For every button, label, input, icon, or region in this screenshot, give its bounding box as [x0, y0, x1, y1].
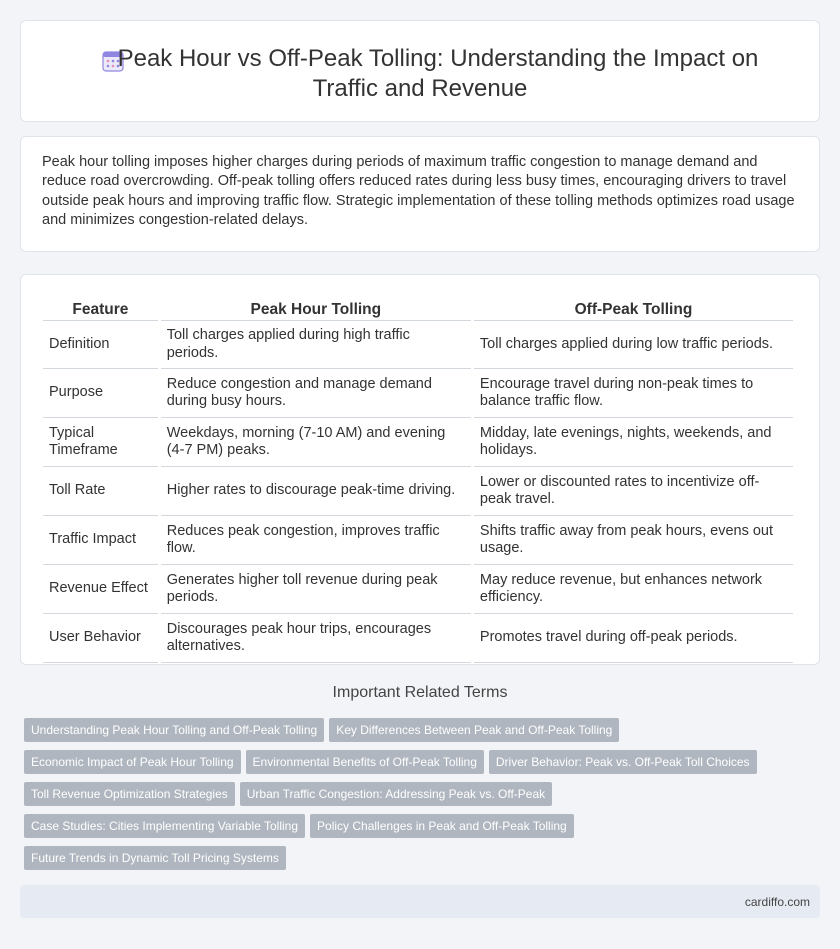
feature-cell: Traffic Impact [43, 516, 158, 565]
peak-cell: Weekdays, morning (7-10 AM) and evening (4-7 PM) peaks. [161, 418, 471, 467]
related-terms-tags [24, 718, 804, 878]
column-header-off-peak: Off-Peak Tolling [474, 293, 793, 321]
related-term-tag[interactable]: Understanding Peak Hour Tolling and Off-Peak Tolling [24, 718, 324, 742]
column-header-peak: Peak Hour Tolling [161, 293, 471, 321]
header-card [20, 20, 820, 122]
peak-cell: Toll charges applied during high traffic periods. [161, 321, 471, 369]
off-peak-cell: Shifts traffic away from peak hours, evens out usage. [474, 516, 793, 565]
related-term-tag[interactable]: Driver Behavior: Peak vs. Off-Peak Toll Choices [489, 750, 757, 774]
related-term-tag[interactable]: Future Trends in Dynamic Toll Pricing Systems [24, 846, 286, 870]
feature-cell: User Behavior [43, 614, 158, 663]
related-terms-heading: Important Related Terms [332, 684, 508, 701]
table-header-row [43, 293, 793, 321]
table-row [43, 614, 793, 663]
peak-cell: Reduce congestion and manage demand during busy hours. [161, 369, 471, 418]
comparison-table-card [20, 274, 820, 665]
feature-cell: Toll Rate [43, 467, 158, 516]
off-peak-cell: Lower or discounted rates to incentivize off-peak travel. [474, 467, 793, 516]
footer [20, 885, 820, 918]
related-term-tag[interactable]: Case Studies: Cities Implementing Variable Tolling [24, 814, 305, 838]
feature-cell: Typical Timeframe [43, 418, 158, 467]
off-peak-cell: Encourage travel during non-peak times to balance traffic flow. [474, 369, 793, 418]
feature-cell: Definition [43, 321, 158, 369]
off-peak-cell: May reduce revenue, but enhances network efficiency. [474, 565, 793, 614]
off-peak-cell: Toll charges applied during low traffic periods. [474, 321, 793, 369]
table-row [43, 565, 793, 614]
intro-card [20, 136, 820, 252]
comparison-table [40, 293, 796, 663]
related-term-tag[interactable]: Economic Impact of Peak Hour Tolling [24, 750, 241, 774]
table-row [43, 369, 793, 418]
peak-cell: Reduces peak congestion, improves traffic flow. [161, 516, 471, 565]
off-peak-cell: Promotes travel during off-peak periods. [474, 614, 793, 663]
table-row [43, 321, 793, 369]
table-row [43, 467, 793, 516]
feature-cell: Revenue Effect [43, 565, 158, 614]
related-term-tag[interactable]: Key Differences Between Peak and Off-Peak Tolling [329, 718, 619, 742]
page-title: Peak Hour vs Off-Peak Tolling: Understanding the Impact on Traffic and Revenue [117, 45, 759, 102]
table-row [43, 516, 793, 565]
feature-cell: Purpose [43, 369, 158, 418]
footer-brand[interactable]: cardiffo.com [744, 895, 810, 909]
peak-cell: Generates higher toll revenue during peak periods. [161, 565, 471, 614]
peak-cell: Discourages peak hour trips, encourages alternatives. [161, 614, 471, 663]
table-row [43, 418, 793, 467]
peak-cell: Higher rates to discourage peak-time driving. [161, 467, 471, 516]
related-term-tag[interactable]: Policy Challenges in Peak and Off-Peak Tolling [310, 814, 574, 838]
off-peak-cell: Midday, late evenings, nights, weekends, and holidays. [474, 418, 793, 467]
related-term-tag[interactable]: Toll Revenue Optimization Strategies [24, 782, 235, 806]
column-header-feature: Feature [43, 293, 158, 321]
related-term-tag[interactable]: Environmental Benefits of Off-Peak Tolling [246, 750, 484, 774]
intro-paragraph: Peak hour tolling imposes higher charges during periods of maximum traffic congestion to manage demand and reduce road overcrowding. Off-peak tolling offers reduced rates during less busy times, encouraging drivers to travel outside peak hours and improving traffic flow. Strategic implementation of these tolling methods optimizes road usage and minimizes congestion-related delays. [42, 154, 795, 228]
related-term-tag[interactable]: Urban Traffic Congestion: Addressing Peak vs. Off-Peak [240, 782, 552, 806]
